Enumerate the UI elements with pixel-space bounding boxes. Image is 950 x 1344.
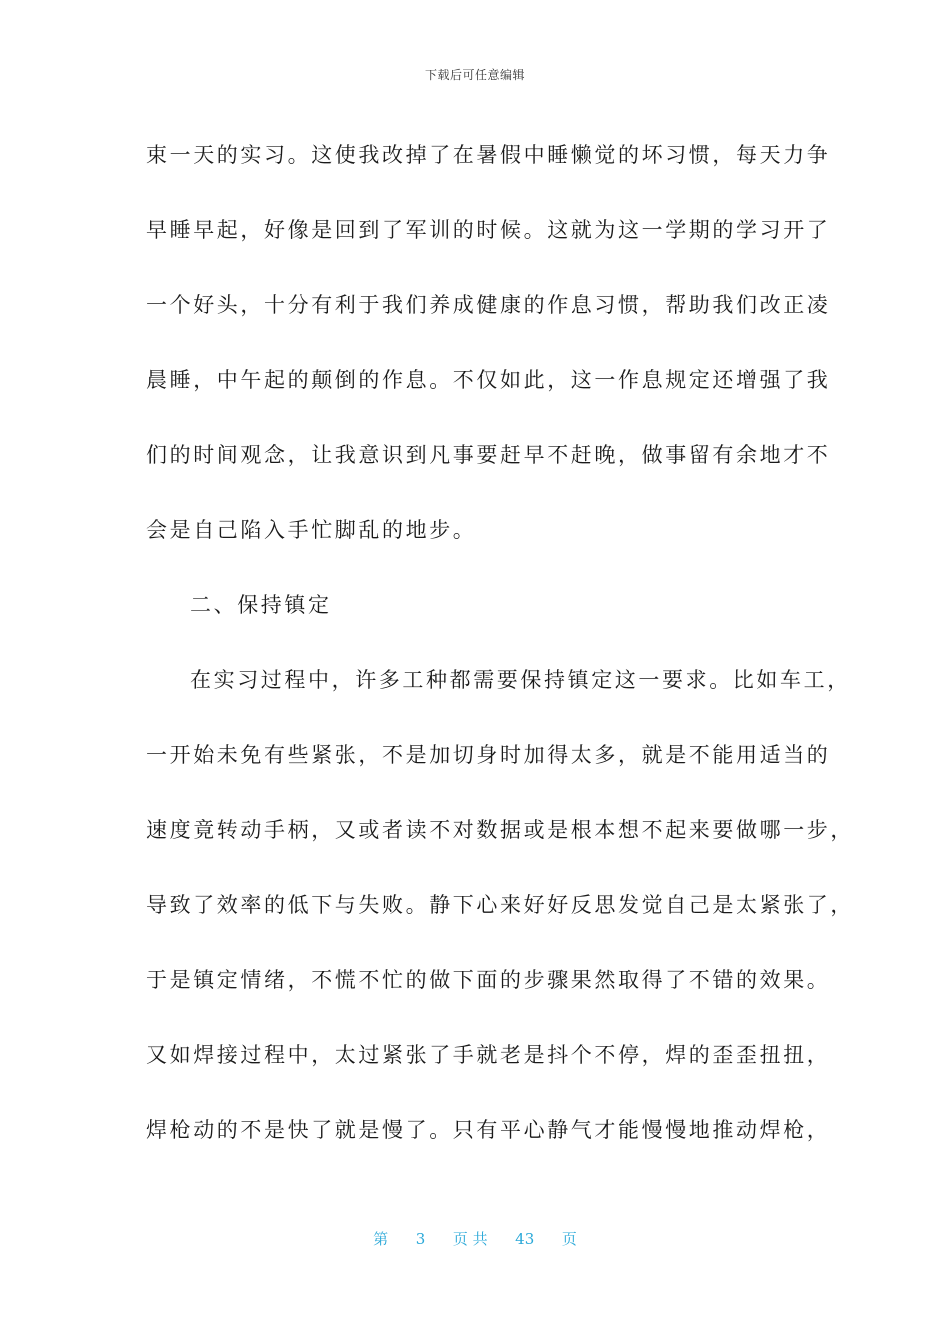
body-line: 束一天的实习。这使我改掉了在暑假中睡懒觉的坏习惯，每天力争 [146,143,831,167]
body-line: 于是镇定情绪，不慌不忙的做下面的步骤果然取得了不错的效果。 [146,968,831,992]
document-body [146,118,854,1168]
body-line: 一个好头，十分有利于我们养成健康的作息习惯，帮助我们改正凌 [146,293,831,317]
body-line: 焊枪动的不是快了就是慢了。只有平心静气才能慢慢地推动焊枪， [146,1118,831,1142]
page-suffix: 页 [561,1230,577,1248]
body-line: 早睡早起，好像是回到了军训的时候。这就为这一学期的学习开了 [146,218,831,242]
total-pages: 43 [515,1230,535,1248]
body-line: 们的时间观念，让我意识到凡事要赶早不赶晚，做事留有余地才不 [146,443,831,467]
body-line: 会是自己陷入手忙脚乱的地步。 [146,518,477,542]
page-prefix: 第 [373,1230,389,1248]
page-number: 3 [415,1230,426,1248]
section-heading: 二、保持镇定 [190,593,332,617]
body-line: 导致了效率的低下与失败。静下心来好好反思发觉自己是太紧张了， [146,893,854,917]
body-line: 速度竟转动手柄，又或者读不对数据或是根本想不起来要做哪一步， [146,818,854,842]
header-note: 下载后可任意编辑 [424,68,525,82]
page-middle: 页 共 [452,1230,488,1248]
page-footer [0,1228,950,1249]
body-line: 在实习过程中，许多工种都需要保持镇定这一要求。比如车工， [190,668,851,692]
body-line: 一开始未免有些紧张，不是加切身时加得太多，就是不能用适当的 [146,743,831,767]
body-line: 又如焊接过程中，太过紧张了手就老是抖个不停，焊的歪歪扭扭， [146,1043,831,1067]
body-line: 晨睡，中午起的颠倒的作息。不仅如此，这一作息规定还增强了我 [146,368,831,392]
